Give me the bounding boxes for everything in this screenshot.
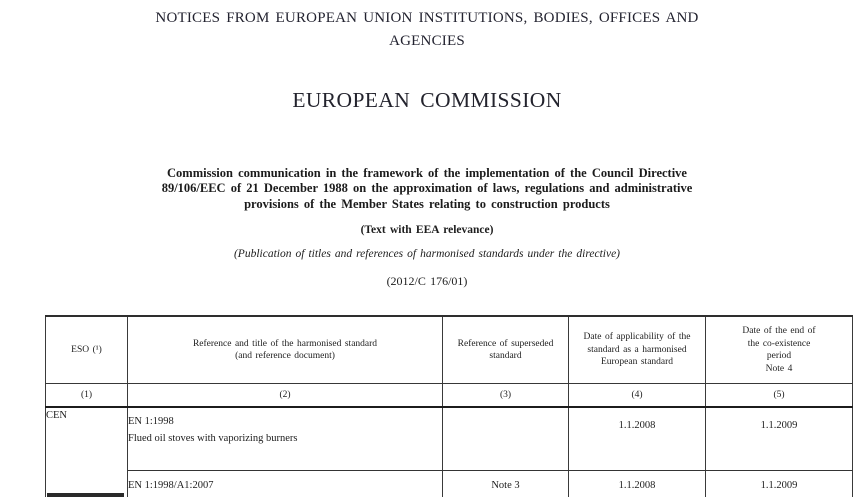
communication-title-line-3: provisions of the Member States relating to construction products [244, 196, 610, 211]
column-header-coexistence [706, 316, 853, 384]
column-header-coexistence-line-4: Note 4 [765, 363, 793, 374]
table-column-number-row [46, 384, 853, 408]
cell-superseded [443, 407, 569, 471]
column-header-superseded-line-1: Reference of superseded [457, 338, 554, 349]
cell-date-end: 1.1.2009 [706, 407, 853, 471]
communication-title [0, 166, 854, 212]
standard-title: Flued oil stoves with vaporizing burners [128, 432, 298, 444]
column-header-reference-line-1: Reference and title of the harmonised standard [192, 338, 378, 349]
cell-date-applicability: 1.1.2008 [569, 407, 706, 471]
table-row [46, 407, 853, 471]
section-heading-line-1: NOTICES FROM EUROPEAN UNION INSTITUTIONS, BODIES, OFFICES AND [155, 10, 699, 26]
cell-date-applicability: 1.1.2008 [569, 471, 706, 497]
table-row [46, 471, 853, 497]
institution-heading: EUROPEAN COMMISSION [292, 88, 562, 112]
cell-superseded: Note 3 [443, 471, 569, 497]
column-header-reference [128, 316, 443, 384]
table-bottom-rule-fragment [47, 493, 124, 497]
column-header-eso [46, 316, 128, 384]
column-header-coexistence-line-1: Date of the end of [742, 326, 816, 336]
standard-reference: EN 1:1998 [128, 416, 174, 427]
column-header-superseded [443, 316, 569, 384]
cell-reference: EN 1:1998/A1:2007 [128, 471, 443, 497]
publication-note: (Publication of titles and references of harmonised standards under the directive) [233, 248, 621, 260]
column-number-2: (2) [128, 384, 443, 408]
harmonised-standards-table [45, 315, 853, 497]
column-header-applicability [569, 316, 706, 384]
column-header-coexistence-line-3: period [766, 351, 792, 361]
column-header-applicability-line-2: standard as a harmonised [587, 344, 687, 355]
column-header-coexistence-line-2: the co-existence [747, 338, 811, 349]
table-header-row [46, 316, 853, 384]
eea-relevance-note: (Text with EEA relevance) [360, 224, 494, 236]
column-number-5: (5) [706, 384, 853, 408]
column-number-3: (3) [443, 384, 569, 408]
section-heading [0, 7, 854, 53]
cell-date-end: 1.1.2009 [706, 471, 853, 497]
column-header-reference-line-2: (and reference document) [235, 351, 335, 361]
oj-reference-number: (2012/C 176/01) [386, 274, 468, 288]
column-number-4: (4) [569, 384, 706, 408]
column-header-eso-text: ESO (¹) [71, 344, 102, 355]
section-heading-line-2: AGENCIES [389, 33, 465, 49]
column-header-applicability-line-3: European standard [600, 357, 674, 368]
communication-title-line-2: 89/106/EEC of 21 December 1988 on the approximation of laws, regulations and administrative [161, 181, 693, 196]
communication-title-line-1: Commission communication in the framework of the implementation of the Council Directive [167, 166, 687, 180]
column-header-applicability-line-1: Date of applicability of the [583, 332, 691, 343]
column-header-superseded-line-2: standard [489, 351, 522, 361]
cell-reference [128, 407, 443, 471]
column-number-1: (1) [46, 384, 128, 408]
cell-eso: CEN [46, 407, 128, 497]
